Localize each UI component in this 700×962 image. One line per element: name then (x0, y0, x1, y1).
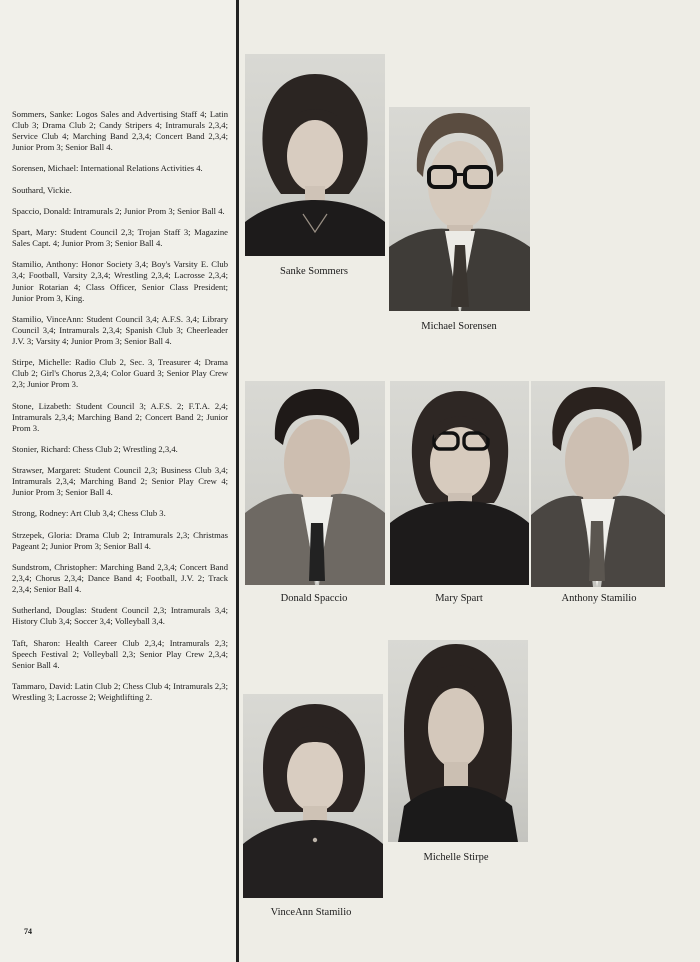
portrait-photo-anthony-stamilio (531, 381, 665, 587)
bio-entry: Strzepek, Gloria: Drama Club 2; Intramurals 2,3; Christmas Pageant 2; Junior Prom 3; Senior Ball 4. (12, 529, 228, 551)
caption-michael-sorensen: Michael Sorensen (421, 321, 497, 332)
caption-michelle-stirpe: Michelle Stirpe (423, 852, 489, 863)
caption-vinceann-stamilio: VinceAnn Stamilio (270, 907, 352, 918)
bio-entry: Stirpe, Michelle: Radio Club 2, Sec. 3, Treasurer 4; Drama Club 2; Girl's Chorus 2,3,4; Color Guard 3; Senior Play Crew 2,3; Junior Prom 3. (12, 357, 228, 390)
bio-entry: Southard, Vickie. (12, 184, 72, 195)
portrait-photo-michelle-stirpe (388, 640, 528, 842)
bio-entry: Sundstrom, Christopher: Marching Band 2,3,4; Concert Band 2,3,4; Chorus 2,3,4; Dance Band 4; Football, J.V. 2; Track 2,3,4; Senior Ball 4. (12, 561, 228, 595)
caption-mary-spart: Mary Spart (435, 593, 483, 604)
bio-entry: Taft, Sharon: Health Career Club 2,3,4; Intramurals 2,3; Speech Festival 2; Volleyball 2,3; Senior Play Crew 2,3,4; Senior Ball 4. (12, 637, 228, 670)
bio-entry: Sommers, Sanke: Logos Sales and Advertising Staff 4; Latin Club 3; Drama Club 2; Candy Stripers 4; Intramurals 2,3,4; Service Club 4; Marching Band 2,3,4; Concert Band 2,3,4; Junior Prom 3; Senior Ball 4. (12, 109, 228, 153)
portrait-photo-sanke-sommers (245, 54, 385, 256)
bio-entry: Tammaro, David: Latin Club 2; Chess Club 4; Intramurals 2,3; Wrestling 3; Lacrosse 2; Weightlifting 2. (12, 680, 228, 703)
caption-anthony-stamilio: Anthony Stamilio (561, 593, 637, 604)
portrait-photo-michael-sorensen (389, 107, 530, 311)
bio-entry: Strong, Rodney: Art Club 3,4; Chess Club 3. (12, 508, 166, 519)
page-number: 74 (24, 927, 32, 936)
caption-donald-spaccio: Donald Spaccio (280, 593, 348, 604)
senior-bio-list (12, 109, 228, 713)
bio-entry: Strawser, Margaret: Student Council 2,3; Business Club 3,4; Intramurals 2,3,4; Marching Band 2; Senior Play Crew 4; Junior Prom 3; Senior Ball 4. (12, 465, 228, 498)
bio-entry: Sorensen, Michael: International Relations Activities 4. (12, 163, 203, 174)
bio-entry: Spart, Mary: Student Council 2,3; Trojan Staff 3; Magazine Sales Capt. 4; Junior Prom 3; Senior Ball 4. (12, 227, 228, 249)
bio-entry: Stonier, Richard: Chess Club 2; Wrestling 2,3,4. (12, 443, 178, 454)
bio-entry: Sutherland, Douglas: Student Council 2,3; Intramurals 3,4; History Club 3,4; Soccer 3,4; Volleyball 3,4. (12, 605, 228, 627)
bio-entry: Stone, Lizabeth: Student Council 3; A.F.S. 2; F.T.A. 2,4; Intramurals 2,3,4; Marching Band 2; Concert Band 2; Junior Prom 3. (12, 400, 228, 433)
bio-entry: Spaccio, Donald: Intramurals 2; Junior Prom 3; Senior Ball 4. (12, 205, 225, 216)
portrait-photo-mary-spart (390, 381, 529, 585)
caption-sanke-sommers: Sanke Sommers (280, 266, 348, 277)
portrait-photo-donald-spaccio (245, 381, 385, 585)
bio-entry: Stamilio, VinceAnn: Student Council 3,4; A.F.S. 3,4; Library Council 3,4; Intramurals 2,3,4; Spanish Club 3; Cheerleader J.V. 3; Varsity 4; Junior Prom 3; Senior Ball 4. (12, 313, 228, 346)
bio-entry: Stamilio, Anthony: Honor Society 3,4; Boy's Varsity E. Club 3,4; Football, Varsity 2,3,4; Wrestling 2,3,4; Lacrosse 2,3,4; Junior Rotarian 4; Class Officer, Senior Class President; Junior Prom 3, King. (12, 259, 228, 303)
portrait-photo-vinceann-stamilio (243, 694, 383, 898)
